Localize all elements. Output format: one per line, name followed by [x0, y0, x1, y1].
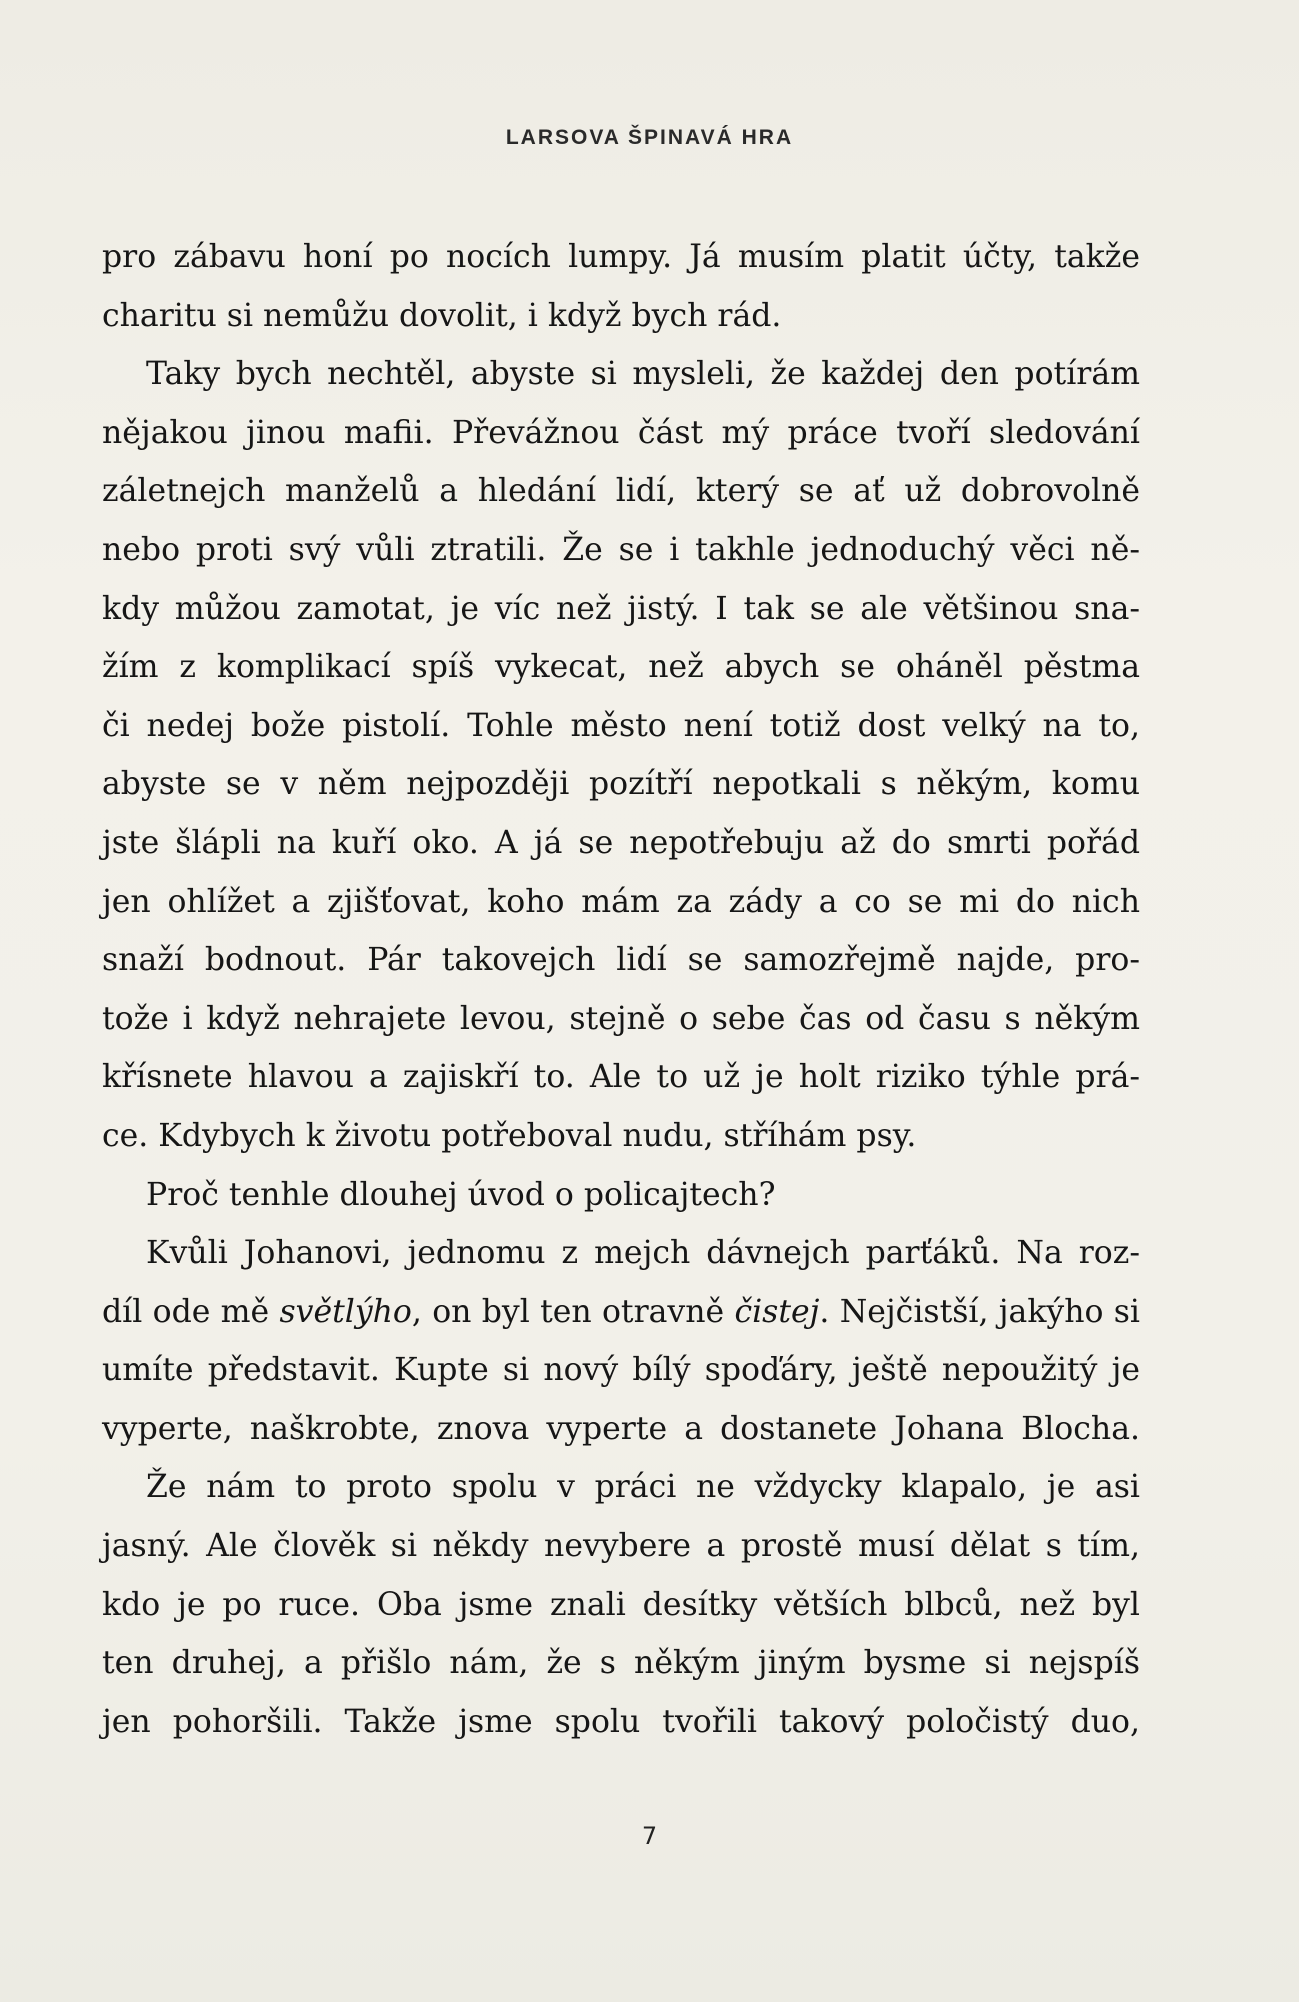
- text-line: nebo proti svý vůli ztratili. Že se i takhle jednoduchý věci ně-: [102, 531, 1140, 568]
- text-span: díl ode mě: [102, 1293, 280, 1330]
- text-line: Proč tenhle dlouhej úvod o policajtech?: [146, 1176, 776, 1213]
- text-line: pro zábavu honí po nocích lumpy. Já musím platit účty, takže: [102, 239, 1140, 275]
- text-line: Taky bych nechtěl, abyste si mysleli, že každej den potírám: [146, 356, 1140, 393]
- text-line: ce. Kdybych k životu potřeboval nudu, stříhám psy.: [102, 1117, 917, 1154]
- text-line: či nedej bože pistolí. Tohle město není totiž dost velký na to,: [102, 707, 1140, 744]
- page-number: 7: [641, 1822, 658, 1850]
- text-line: [102, 1283, 1140, 1342]
- text-line: křísnete hlavou a zajiskří to. Ale to už je holt riziko týhle prá-: [102, 1059, 1140, 1096]
- text-line: Kvůli Johanovi, jednomu z mejch dávnejch parťáků. Na roz-: [146, 1235, 1140, 1272]
- text-line: nějakou jinou mafii. Převážnou část mý práce tvoří sledování: [102, 414, 1140, 451]
- running-head: LARSOVA ŠPINAVÁ HRA: [505, 126, 794, 149]
- body-text: [102, 228, 1140, 1751]
- text-line: ten druhej, a přišlo nám, že s někým jiným bysme si nejspíš: [102, 1645, 1140, 1682]
- text-line: jen ohlížet a zjišťovat, koho mám za zády a co se mi do nich: [102, 883, 1140, 920]
- text-line: kdo je po ruce. Oba jsme znali desítky větších blbců, než byl: [102, 1586, 1140, 1623]
- text-line: Že nám to proto spolu v práci ne vždycky klapalo, je asi: [146, 1469, 1140, 1506]
- text-line: vyperte, naškrobte, znova vyperte a dostanete Johana Blocha.: [102, 1410, 1140, 1447]
- italic-span: čistej: [734, 1293, 820, 1330]
- text-line: záletnejch manželů a hledání lidí, který se ať už dobrovolně: [102, 473, 1140, 510]
- text-span: , on byl ten otravně: [411, 1293, 735, 1330]
- text-line: kdy můžou zamotat, je víc než jistý. I tak se ale většinou sna-: [102, 590, 1140, 627]
- text-line: charitu si nemůžu dovolit, i když bych rád.: [102, 297, 782, 334]
- text-line: umíte představit. Kupte si nový bílý spoďáry, ještě nepoužitý je: [102, 1352, 1140, 1389]
- text-line: jasný. Ale člověk si někdy nevybere a prostě musí dělat s tím,: [102, 1528, 1140, 1565]
- text-line: jen pohoršili. Takže jsme spolu tvořili takový poločistý duo,: [102, 1703, 1140, 1740]
- text-line: snaží bodnout. Pár takovejch lidí se samozřejmě najde, pro-: [102, 942, 1140, 979]
- italic-span: světlýho: [279, 1293, 412, 1330]
- text-span: . Nejčistší, jakýho si: [819, 1293, 1140, 1330]
- text-line: žím z komplikací spíš vykecat, než abych se oháněl pěstma: [102, 649, 1140, 686]
- text-line: abyste se v něm nejpozději pozítří nepotkali s někým, komu: [102, 766, 1140, 803]
- text-line: jste šlápli na kuří oko. A já se nepotřebuju až do smrti pořád: [102, 824, 1140, 861]
- text-line: tože i když nehrajete levou, stejně o sebe čas od času s někým: [102, 1000, 1140, 1037]
